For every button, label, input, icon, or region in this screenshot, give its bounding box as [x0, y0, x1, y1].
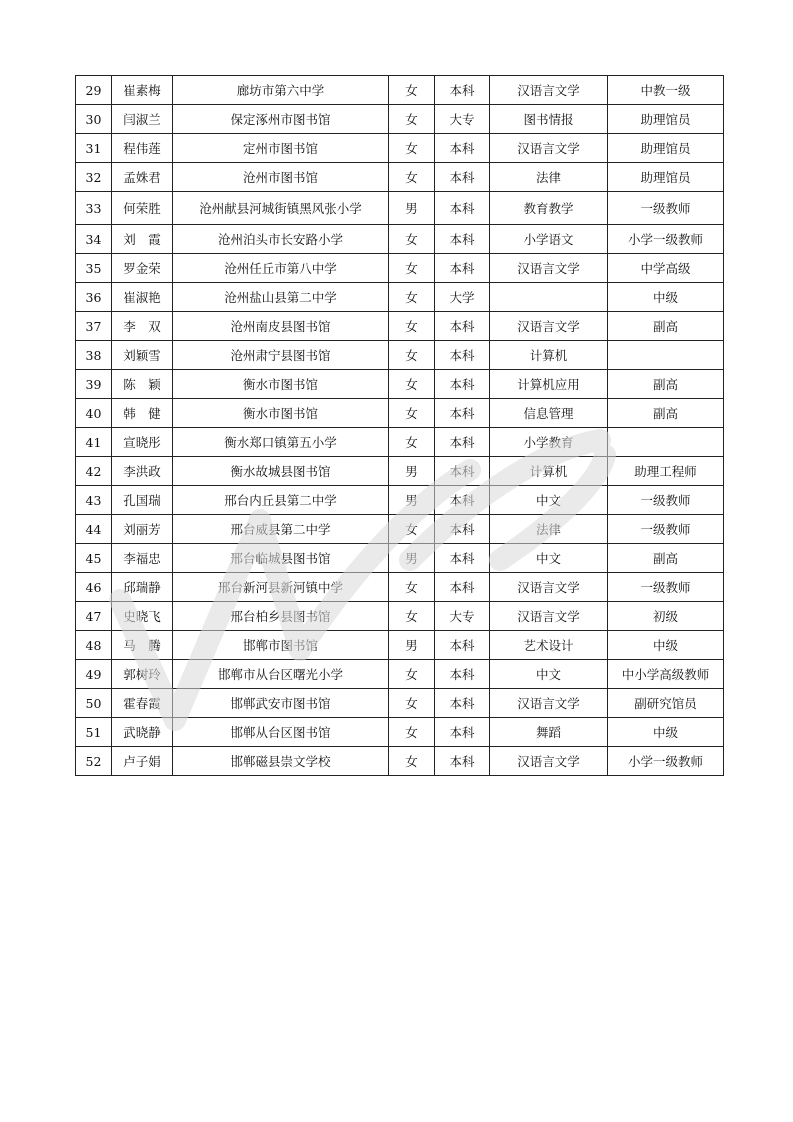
table-row [76, 631, 724, 660]
title-cell: 副高 [608, 312, 724, 341]
table-row [76, 428, 724, 457]
major-cell: 计算机应用 [490, 370, 608, 399]
row-number-cell: 49 [76, 660, 112, 689]
major-cell: 汉语言文学 [490, 76, 608, 105]
education-cell: 本科 [435, 573, 490, 602]
work-unit-cell: 衡水郑口镇第五小学 [173, 428, 389, 457]
title-cell: 中级 [608, 283, 724, 312]
gender-cell: 男 [389, 457, 435, 486]
name-cell: 罗金荣 [112, 254, 173, 283]
work-unit-cell: 沧州肃宁县图书馆 [173, 341, 389, 370]
name-cell: 闫淑兰 [112, 105, 173, 134]
work-unit-cell: 邯郸从台区图书馆 [173, 718, 389, 747]
table-row [76, 515, 724, 544]
education-cell: 本科 [435, 225, 490, 254]
education-cell: 本科 [435, 312, 490, 341]
gender-cell: 男 [389, 192, 435, 225]
gender-cell: 女 [389, 602, 435, 631]
title-cell: 助理馆员 [608, 105, 724, 134]
title-cell: 助理馆员 [608, 134, 724, 163]
table-row [76, 544, 724, 573]
row-number-cell: 45 [76, 544, 112, 573]
table-row [76, 689, 724, 718]
work-unit-cell: 邢台新河县新河镇中学 [173, 573, 389, 602]
row-number-cell: 34 [76, 225, 112, 254]
table-row [76, 660, 724, 689]
table-row [76, 573, 724, 602]
table-row [76, 370, 724, 399]
gender-cell: 女 [389, 105, 435, 134]
gender-cell: 女 [389, 718, 435, 747]
table-row [76, 486, 724, 515]
row-number-cell: 29 [76, 76, 112, 105]
education-cell: 本科 [435, 631, 490, 660]
name-cell: 李 双 [112, 312, 173, 341]
education-cell: 本科 [435, 341, 490, 370]
name-cell: 宣晓彤 [112, 428, 173, 457]
education-cell: 本科 [435, 134, 490, 163]
education-cell: 本科 [435, 515, 490, 544]
row-number-cell: 50 [76, 689, 112, 718]
major-cell [490, 283, 608, 312]
work-unit-cell: 邢台临城县图书馆 [173, 544, 389, 573]
row-number-cell: 33 [76, 192, 112, 225]
gender-cell: 女 [389, 254, 435, 283]
work-unit-cell: 邯郸武安市图书馆 [173, 689, 389, 718]
row-number-cell: 48 [76, 631, 112, 660]
gender-cell: 女 [389, 76, 435, 105]
name-cell: 霍春霞 [112, 689, 173, 718]
row-number-cell: 43 [76, 486, 112, 515]
name-cell: 郭树玲 [112, 660, 173, 689]
major-cell: 艺术设计 [490, 631, 608, 660]
major-cell: 汉语言文学 [490, 747, 608, 776]
major-cell: 中文 [490, 486, 608, 515]
name-cell: 何荣胜 [112, 192, 173, 225]
title-cell [608, 428, 724, 457]
work-unit-cell: 邯郸磁县崇文学校 [173, 747, 389, 776]
major-cell: 计算机 [490, 341, 608, 370]
title-cell [608, 341, 724, 370]
table-row [76, 76, 724, 105]
major-cell: 计算机 [490, 457, 608, 486]
gender-cell: 女 [389, 341, 435, 370]
table-row [76, 105, 724, 134]
row-number-cell: 40 [76, 399, 112, 428]
name-cell: 孔国瑞 [112, 486, 173, 515]
title-cell: 初级 [608, 602, 724, 631]
name-cell: 孟姝君 [112, 163, 173, 192]
table-row [76, 312, 724, 341]
gender-cell: 男 [389, 486, 435, 515]
education-cell: 本科 [435, 76, 490, 105]
major-cell: 图书情报 [490, 105, 608, 134]
work-unit-cell: 邯郸市图书馆 [173, 631, 389, 660]
row-number-cell: 35 [76, 254, 112, 283]
education-cell: 本科 [435, 747, 490, 776]
name-cell: 刘丽芳 [112, 515, 173, 544]
work-unit-cell: 邢台内丘县第二中学 [173, 486, 389, 515]
name-cell: 崔素梅 [112, 76, 173, 105]
table-row [76, 134, 724, 163]
education-cell: 本科 [435, 254, 490, 283]
work-unit-cell: 邯郸市从台区曙光小学 [173, 660, 389, 689]
education-cell: 本科 [435, 544, 490, 573]
major-cell: 汉语言文学 [490, 689, 608, 718]
title-cell: 副高 [608, 399, 724, 428]
major-cell: 汉语言文学 [490, 312, 608, 341]
gender-cell: 男 [389, 631, 435, 660]
title-cell: 中学高级 [608, 254, 724, 283]
row-number-cell: 37 [76, 312, 112, 341]
table-row [76, 457, 724, 486]
row-number-cell: 52 [76, 747, 112, 776]
gender-cell: 女 [389, 312, 435, 341]
work-unit-cell: 沧州盐山县第二中学 [173, 283, 389, 312]
name-cell: 邱瑞静 [112, 573, 173, 602]
title-cell: 助理工程师 [608, 457, 724, 486]
education-cell: 本科 [435, 660, 490, 689]
work-unit-cell: 沧州市图书馆 [173, 163, 389, 192]
name-cell: 武晓静 [112, 718, 173, 747]
major-cell: 舞蹈 [490, 718, 608, 747]
gender-cell: 女 [389, 370, 435, 399]
title-cell: 副高 [608, 370, 724, 399]
name-cell: 崔淑艳 [112, 283, 173, 312]
gender-cell: 女 [389, 573, 435, 602]
title-cell: 一级教师 [608, 573, 724, 602]
table-row [76, 399, 724, 428]
major-cell: 信息管理 [490, 399, 608, 428]
education-cell: 本科 [435, 399, 490, 428]
major-cell: 中文 [490, 660, 608, 689]
title-cell: 中教一级 [608, 76, 724, 105]
gender-cell: 男 [389, 544, 435, 573]
roster-body [76, 76, 724, 776]
table-row [76, 192, 724, 225]
education-cell: 大学 [435, 283, 490, 312]
title-cell: 中小学高级教师 [608, 660, 724, 689]
title-cell: 助理馆员 [608, 163, 724, 192]
table-row [76, 254, 724, 283]
row-number-cell: 47 [76, 602, 112, 631]
row-number-cell: 36 [76, 283, 112, 312]
education-cell: 本科 [435, 689, 490, 718]
row-number-cell: 38 [76, 341, 112, 370]
title-cell: 副高 [608, 544, 724, 573]
row-number-cell: 44 [76, 515, 112, 544]
major-cell: 法律 [490, 163, 608, 192]
gender-cell: 女 [389, 134, 435, 163]
table-row [76, 747, 724, 776]
title-cell: 一级教师 [608, 192, 724, 225]
title-cell: 中级 [608, 718, 724, 747]
title-cell: 小学一级教师 [608, 747, 724, 776]
table-row [76, 283, 724, 312]
title-cell: 一级教师 [608, 486, 724, 515]
row-number-cell: 51 [76, 718, 112, 747]
title-cell: 小学一级教师 [608, 225, 724, 254]
work-unit-cell: 邢台柏乡县图书馆 [173, 602, 389, 631]
name-cell: 李福忠 [112, 544, 173, 573]
table-row [76, 718, 724, 747]
work-unit-cell: 衡水市图书馆 [173, 370, 389, 399]
education-cell: 本科 [435, 370, 490, 399]
title-cell: 副研究馆员 [608, 689, 724, 718]
education-cell: 本科 [435, 428, 490, 457]
work-unit-cell: 定州市图书馆 [173, 134, 389, 163]
gender-cell: 女 [389, 428, 435, 457]
row-number-cell: 32 [76, 163, 112, 192]
education-cell: 本科 [435, 486, 490, 515]
major-cell: 汉语言文学 [490, 134, 608, 163]
row-number-cell: 42 [76, 457, 112, 486]
name-cell: 卢子娟 [112, 747, 173, 776]
education-cell: 本科 [435, 163, 490, 192]
name-cell: 陈 颖 [112, 370, 173, 399]
major-cell: 汉语言文学 [490, 602, 608, 631]
major-cell: 法律 [490, 515, 608, 544]
major-cell: 汉语言文学 [490, 254, 608, 283]
major-cell: 中文 [490, 544, 608, 573]
roster-table [75, 75, 724, 776]
name-cell: 李洪政 [112, 457, 173, 486]
gender-cell: 女 [389, 163, 435, 192]
name-cell: 刘 霞 [112, 225, 173, 254]
major-cell: 汉语言文学 [490, 573, 608, 602]
gender-cell: 女 [389, 225, 435, 254]
work-unit-cell: 邢台威县第二中学 [173, 515, 389, 544]
title-cell: 一级教师 [608, 515, 724, 544]
gender-cell: 女 [389, 515, 435, 544]
work-unit-cell: 衡水市图书馆 [173, 399, 389, 428]
gender-cell: 女 [389, 399, 435, 428]
row-number-cell: 46 [76, 573, 112, 602]
education-cell: 本科 [435, 192, 490, 225]
name-cell: 韩 健 [112, 399, 173, 428]
row-number-cell: 39 [76, 370, 112, 399]
work-unit-cell: 沧州泊头市长安路小学 [173, 225, 389, 254]
major-cell: 小学教育 [490, 428, 608, 457]
gender-cell: 女 [389, 747, 435, 776]
work-unit-cell: 沧州南皮县图书馆 [173, 312, 389, 341]
work-unit-cell: 廊坊市第六中学 [173, 76, 389, 105]
title-cell: 中级 [608, 631, 724, 660]
name-cell: 马 腾 [112, 631, 173, 660]
row-number-cell: 41 [76, 428, 112, 457]
table-row [76, 341, 724, 370]
name-cell: 史晓飞 [112, 602, 173, 631]
major-cell: 小学语文 [490, 225, 608, 254]
gender-cell: 女 [389, 689, 435, 718]
education-cell: 本科 [435, 718, 490, 747]
education-cell: 大专 [435, 105, 490, 134]
work-unit-cell: 保定涿州市图书馆 [173, 105, 389, 134]
major-cell: 教育教学 [490, 192, 608, 225]
gender-cell: 女 [389, 660, 435, 689]
table-row [76, 163, 724, 192]
education-cell: 大专 [435, 602, 490, 631]
row-number-cell: 30 [76, 105, 112, 134]
work-unit-cell: 沧州任丘市第八中学 [173, 254, 389, 283]
row-number-cell: 31 [76, 134, 112, 163]
name-cell: 程伟莲 [112, 134, 173, 163]
work-unit-cell: 沧州献县河城街镇黑风张小学 [173, 192, 389, 225]
table-row [76, 602, 724, 631]
work-unit-cell: 衡水故城县图书馆 [173, 457, 389, 486]
education-cell: 本科 [435, 457, 490, 486]
name-cell: 刘颖雪 [112, 341, 173, 370]
table-row [76, 225, 724, 254]
gender-cell: 女 [389, 283, 435, 312]
